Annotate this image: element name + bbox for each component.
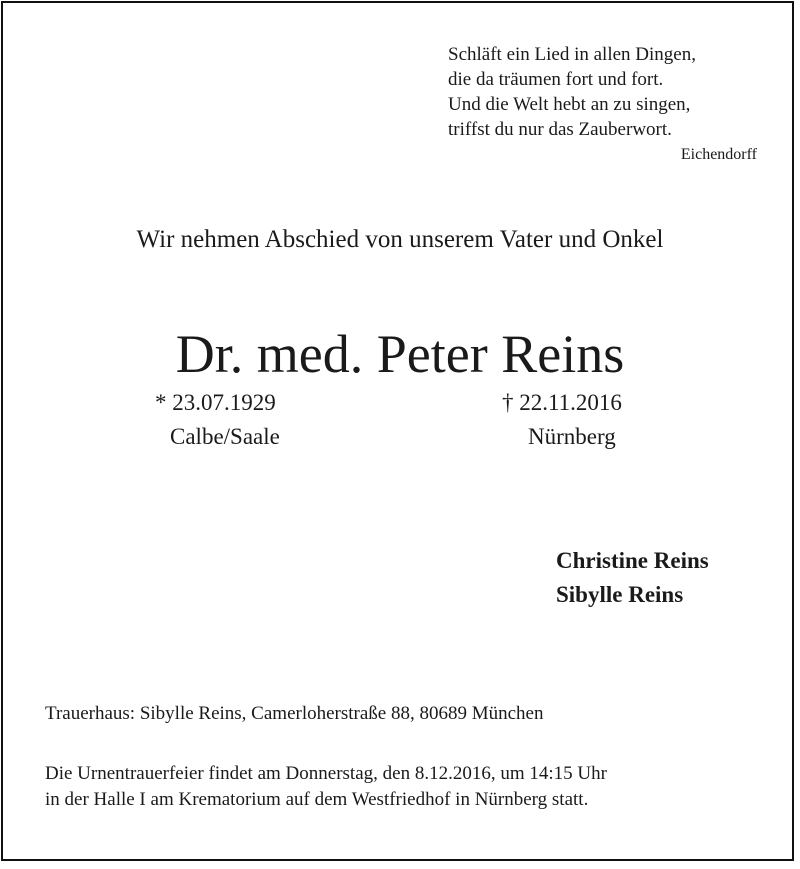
poem-line: Schläft ein Lied in allen Dingen, [448,44,696,65]
birth-date: * 23.07.1929 [155,390,276,415]
poem-line: triffst du nur das Zauberwort. [448,119,672,140]
death-date: † 22.11.2016 [502,390,622,415]
mourning-house-address: Trauerhaus: Sibylle Reins, Camerloherstraße 88, 80689 München [45,703,544,724]
poem-line: Und die Welt hebt an zu singen, [448,94,691,115]
signer-name: Sibylle Reins [556,582,684,607]
intro-text: Wir nehmen Abschied von unserem Vater und Onkel [136,226,664,253]
signer-name: Christine Reins [556,548,709,573]
birth-place: Calbe/Saale [170,424,280,449]
deceased-name: Dr. med. Peter Reins [175,324,625,384]
ceremony-line: in der Halle I am Krematorium auf dem Westfriedhof in Nürnberg statt. [45,789,589,810]
death-place: Nürnberg [528,424,616,449]
ceremony-info [45,761,607,813]
poem-line: die da träumen fort und fort. [448,69,664,90]
poem-author: Eichendorff [680,146,757,163]
poem [448,42,768,142]
ceremony-line: Die Urnentrauerfeier findet am Donnerstag, den 8.12.2016, um 14:15 Uhr [45,763,607,784]
signers [556,544,709,612]
